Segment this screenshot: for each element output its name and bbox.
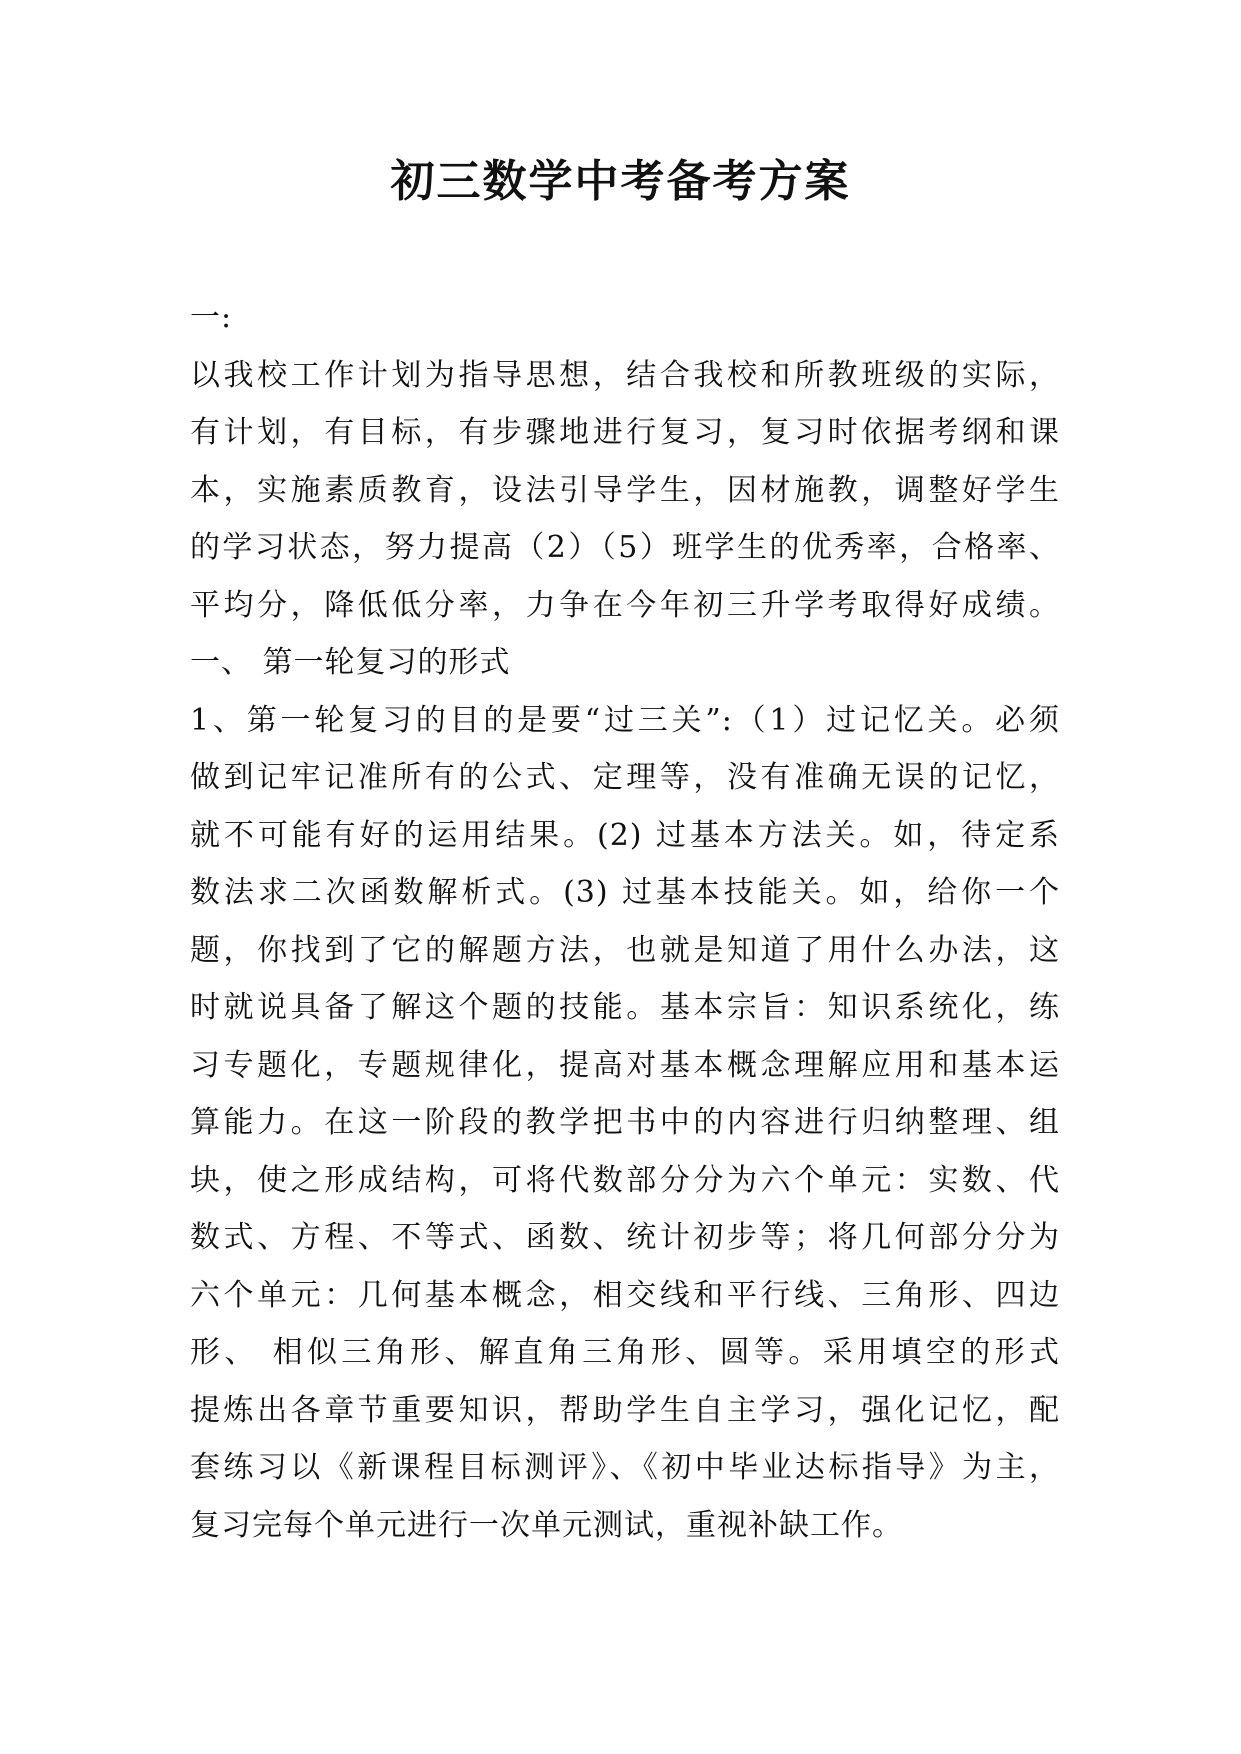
paragraph-line: 数法求二次函数解析式。(3) 过基本技能关。如，给你一个 xyxy=(190,875,1060,910)
document-body xyxy=(190,289,1060,1554)
paragraph-line: 时就说具备了解这个题的技能。基本宗旨：知识系统化，练 xyxy=(190,990,1060,1025)
paragraph-line: 1、第一轮复习的目的是要“过三关”:（1）过记忆关。必须 xyxy=(190,702,1060,738)
paragraph-line: 有计划，有目标，有步骤地进行复习，复习时依据考纲和课 xyxy=(190,415,1060,450)
paragraph-line: 本，实施素质教育，设法引导学生，因材施教，调整好学生 xyxy=(190,472,1060,508)
paragraph-line: 平均分，降低低分率，力争在今年初三升学考取得好成绩。 xyxy=(190,587,1060,623)
section-heading-one: 一: xyxy=(190,300,233,335)
paragraph-line: 就不可能有好的运用结果。(2) 过基本方法关。如，待定系 xyxy=(190,817,1060,853)
paragraph-line: 形、 相似三角形、解直角三角形、圆等。采用填空的形式 xyxy=(190,1335,1060,1370)
paragraph-line: 的学习状态，努力提高（2）（5）班学生的优秀率，合格率、 xyxy=(190,530,1060,565)
paragraph-line: 习专题化，专题规律化，提高对基本概念理解应用和基本运 xyxy=(190,1047,1060,1083)
paragraph-line: 做到记牢记准所有的公式、定理等，没有准确无误的记忆， xyxy=(190,760,1060,795)
paragraph-line: 题，你找到了它的解题方法，也就是知道了用什么办法，这 xyxy=(190,932,1060,968)
paragraph-line: 以我校工作计划为指导思想，结合我校和所教班级的实际， xyxy=(190,357,1060,393)
document-title: 初三数学中考备考方案 xyxy=(390,156,851,207)
paragraph-line: 六个单元：几何基本概念，相交线和平行线、三角形、四边 xyxy=(190,1277,1060,1313)
paragraph-line: 数式、方程、不等式、函数、统计初步等；将几何部分分为 xyxy=(190,1220,1060,1255)
paragraph-line: 套练习以《新课程目标测评》、《初中毕业达标指导》为主， xyxy=(190,1450,1060,1485)
paragraph-line: 提炼出各章节重要知识，帮助学生自主学习，强化记忆，配 xyxy=(190,1392,1060,1428)
section-heading-first-review: 一、 第一轮复习的形式 xyxy=(190,645,511,680)
paragraph-line: 算能力。在这一阶段的教学把书中的内容进行归纳整理、组 xyxy=(190,1105,1060,1140)
paragraph-line: 复习完每个单元进行一次单元测试，重视补缺工作。 xyxy=(190,1507,903,1543)
paragraph-line: 块，使之形成结构，可将代数部分分为六个单元：实数、代 xyxy=(190,1162,1060,1198)
